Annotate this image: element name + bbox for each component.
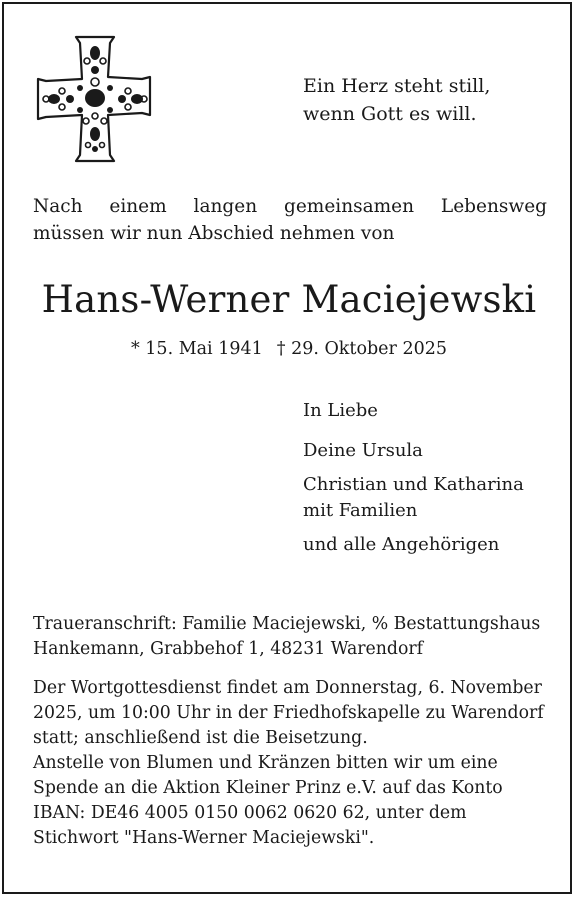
- life-dates: [0, 337, 578, 361]
- service-block: [33, 676, 547, 751]
- service-line-1: Der Wortgottesdienst findet am Donnerstag, 6. November: [33, 678, 542, 698]
- mourner-line-2: Christian und Katharina: [303, 474, 524, 495]
- motto: [303, 72, 490, 128]
- deceased-name: Hans-Werner Maciejewski: [41, 278, 537, 321]
- birth-date: * 15. Mai 1941: [130, 339, 263, 359]
- donation-block: [33, 751, 547, 851]
- mourner-line-4: und alle Angehörigen: [303, 534, 500, 555]
- donation-line-1: Anstelle von Blumen und Kränzen bitten wir um eine: [33, 753, 498, 773]
- mourner-line-1: Deine Ursula: [303, 440, 423, 461]
- donation-line-4: Stichwort "Hans-Werner Maciejewski".: [33, 828, 375, 848]
- donation-line-3: IBAN: DE46 4005 0150 0062 0620 62, unter dem: [33, 803, 467, 823]
- mourner-line-3: mit Familien: [303, 500, 418, 521]
- intro-line-1: Nach einem langen gemeinsamen Lebensweg: [33, 196, 547, 217]
- motto-line-2: wenn Gott es will.: [303, 103, 477, 125]
- address-line-2: Hankemann, Grabbehof 1, 48231 Warendorf: [33, 639, 424, 659]
- mourners: [303, 398, 524, 558]
- service-line-3: statt; anschließend ist die Beisetzung.: [33, 728, 368, 748]
- jeweled-cross-icon: [32, 33, 158, 165]
- mourners-opening: In Liebe: [303, 400, 378, 421]
- notices: [33, 612, 547, 851]
- service-line-2: 2025, um 10:00 Uhr in der Friedhofskapelle zu Warendorf: [33, 703, 544, 723]
- intro-text: [33, 193, 547, 247]
- address-line-1: Traueranschrift: Familie Maciejewski, % Bestattungshaus: [33, 614, 541, 634]
- motto-line-1: Ein Herz steht still,: [303, 75, 491, 97]
- address-block: [33, 612, 547, 662]
- intro-line-2: müssen wir nun Abschied nehmen von: [33, 223, 395, 244]
- donation-line-2: Spende an die Aktion Kleiner Prinz e.V. auf das Konto: [33, 778, 503, 798]
- death-date: † 29. Oktober 2025: [276, 339, 447, 359]
